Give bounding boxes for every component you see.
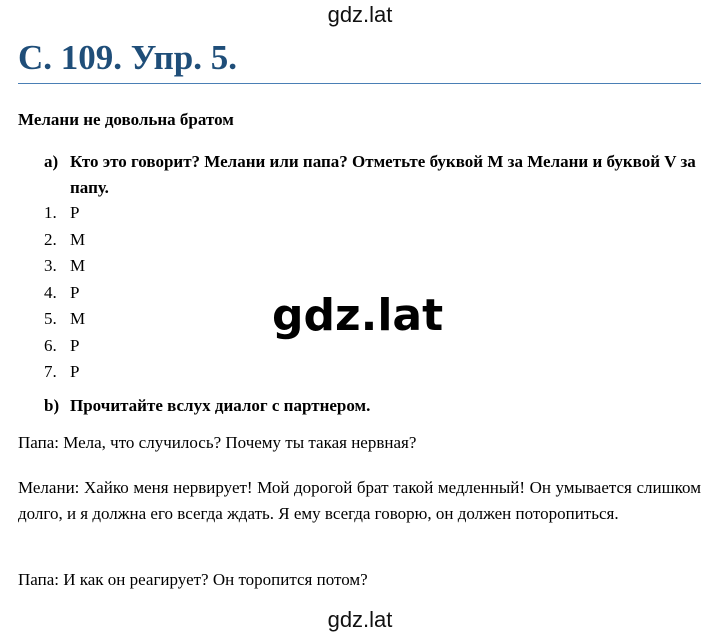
answer-item bbox=[44, 253, 85, 280]
exercise-heading: Мелани не довольна братом bbox=[18, 110, 234, 129]
answer-value: М bbox=[70, 229, 86, 249]
watermark-bottom: gdz.lat bbox=[327, 607, 393, 632]
answer-number: 3. bbox=[44, 256, 57, 275]
dialogue-line: Папа: Мела, что случилось? Почему ты такая нервная? bbox=[18, 433, 417, 452]
task-b-marker: b) bbox=[44, 396, 60, 415]
answer-number: 5. bbox=[44, 309, 57, 328]
answer-number: 2. bbox=[44, 229, 57, 249]
task-b bbox=[44, 393, 704, 419]
answer-number: 6. bbox=[44, 335, 57, 355]
answer-item bbox=[44, 200, 85, 227]
answer-number: 4. bbox=[44, 282, 57, 302]
answer-number: 7. bbox=[44, 362, 57, 381]
answer-item bbox=[44, 280, 85, 307]
answer-value: Р bbox=[70, 335, 80, 355]
watermark-center: gdz.lat bbox=[272, 290, 444, 341]
task-a bbox=[44, 149, 704, 201]
answer-item bbox=[44, 306, 85, 333]
answer-value: Р bbox=[70, 203, 80, 222]
dialogue-line: Мелани: Хайко меня нервирует! Мой дорогой брат такой медленный! Он умывается слишком долго, и я должна его всегда ждать. Я ему всегда говорю, он должен поторопиться. bbox=[18, 478, 701, 523]
answer-item bbox=[44, 227, 85, 254]
answer-value: М bbox=[70, 309, 86, 328]
task-a-marker: a) bbox=[44, 152, 59, 171]
dialogue-line: Папа: И как он реагирует? Он торопится потом? bbox=[18, 570, 368, 589]
answer-value: Р bbox=[70, 362, 80, 381]
answer-value: М bbox=[70, 256, 86, 275]
answer-value: Р bbox=[70, 282, 80, 302]
answer-item bbox=[44, 333, 85, 360]
answer-number: 1. bbox=[44, 203, 57, 222]
title-divider bbox=[18, 83, 701, 84]
task-b-text: Прочитайте вслух диалог с партнером. bbox=[70, 396, 371, 415]
answer-item bbox=[44, 359, 85, 386]
task-a-text: Кто это говорит? Мелани или папа? Отметьте буквой М за Мелани и буквой V за папу. bbox=[70, 152, 696, 197]
answer-list bbox=[44, 200, 85, 386]
watermark-top: gdz.lat bbox=[327, 2, 393, 27]
page-title: С. 109. Упр. 5. bbox=[18, 38, 237, 77]
